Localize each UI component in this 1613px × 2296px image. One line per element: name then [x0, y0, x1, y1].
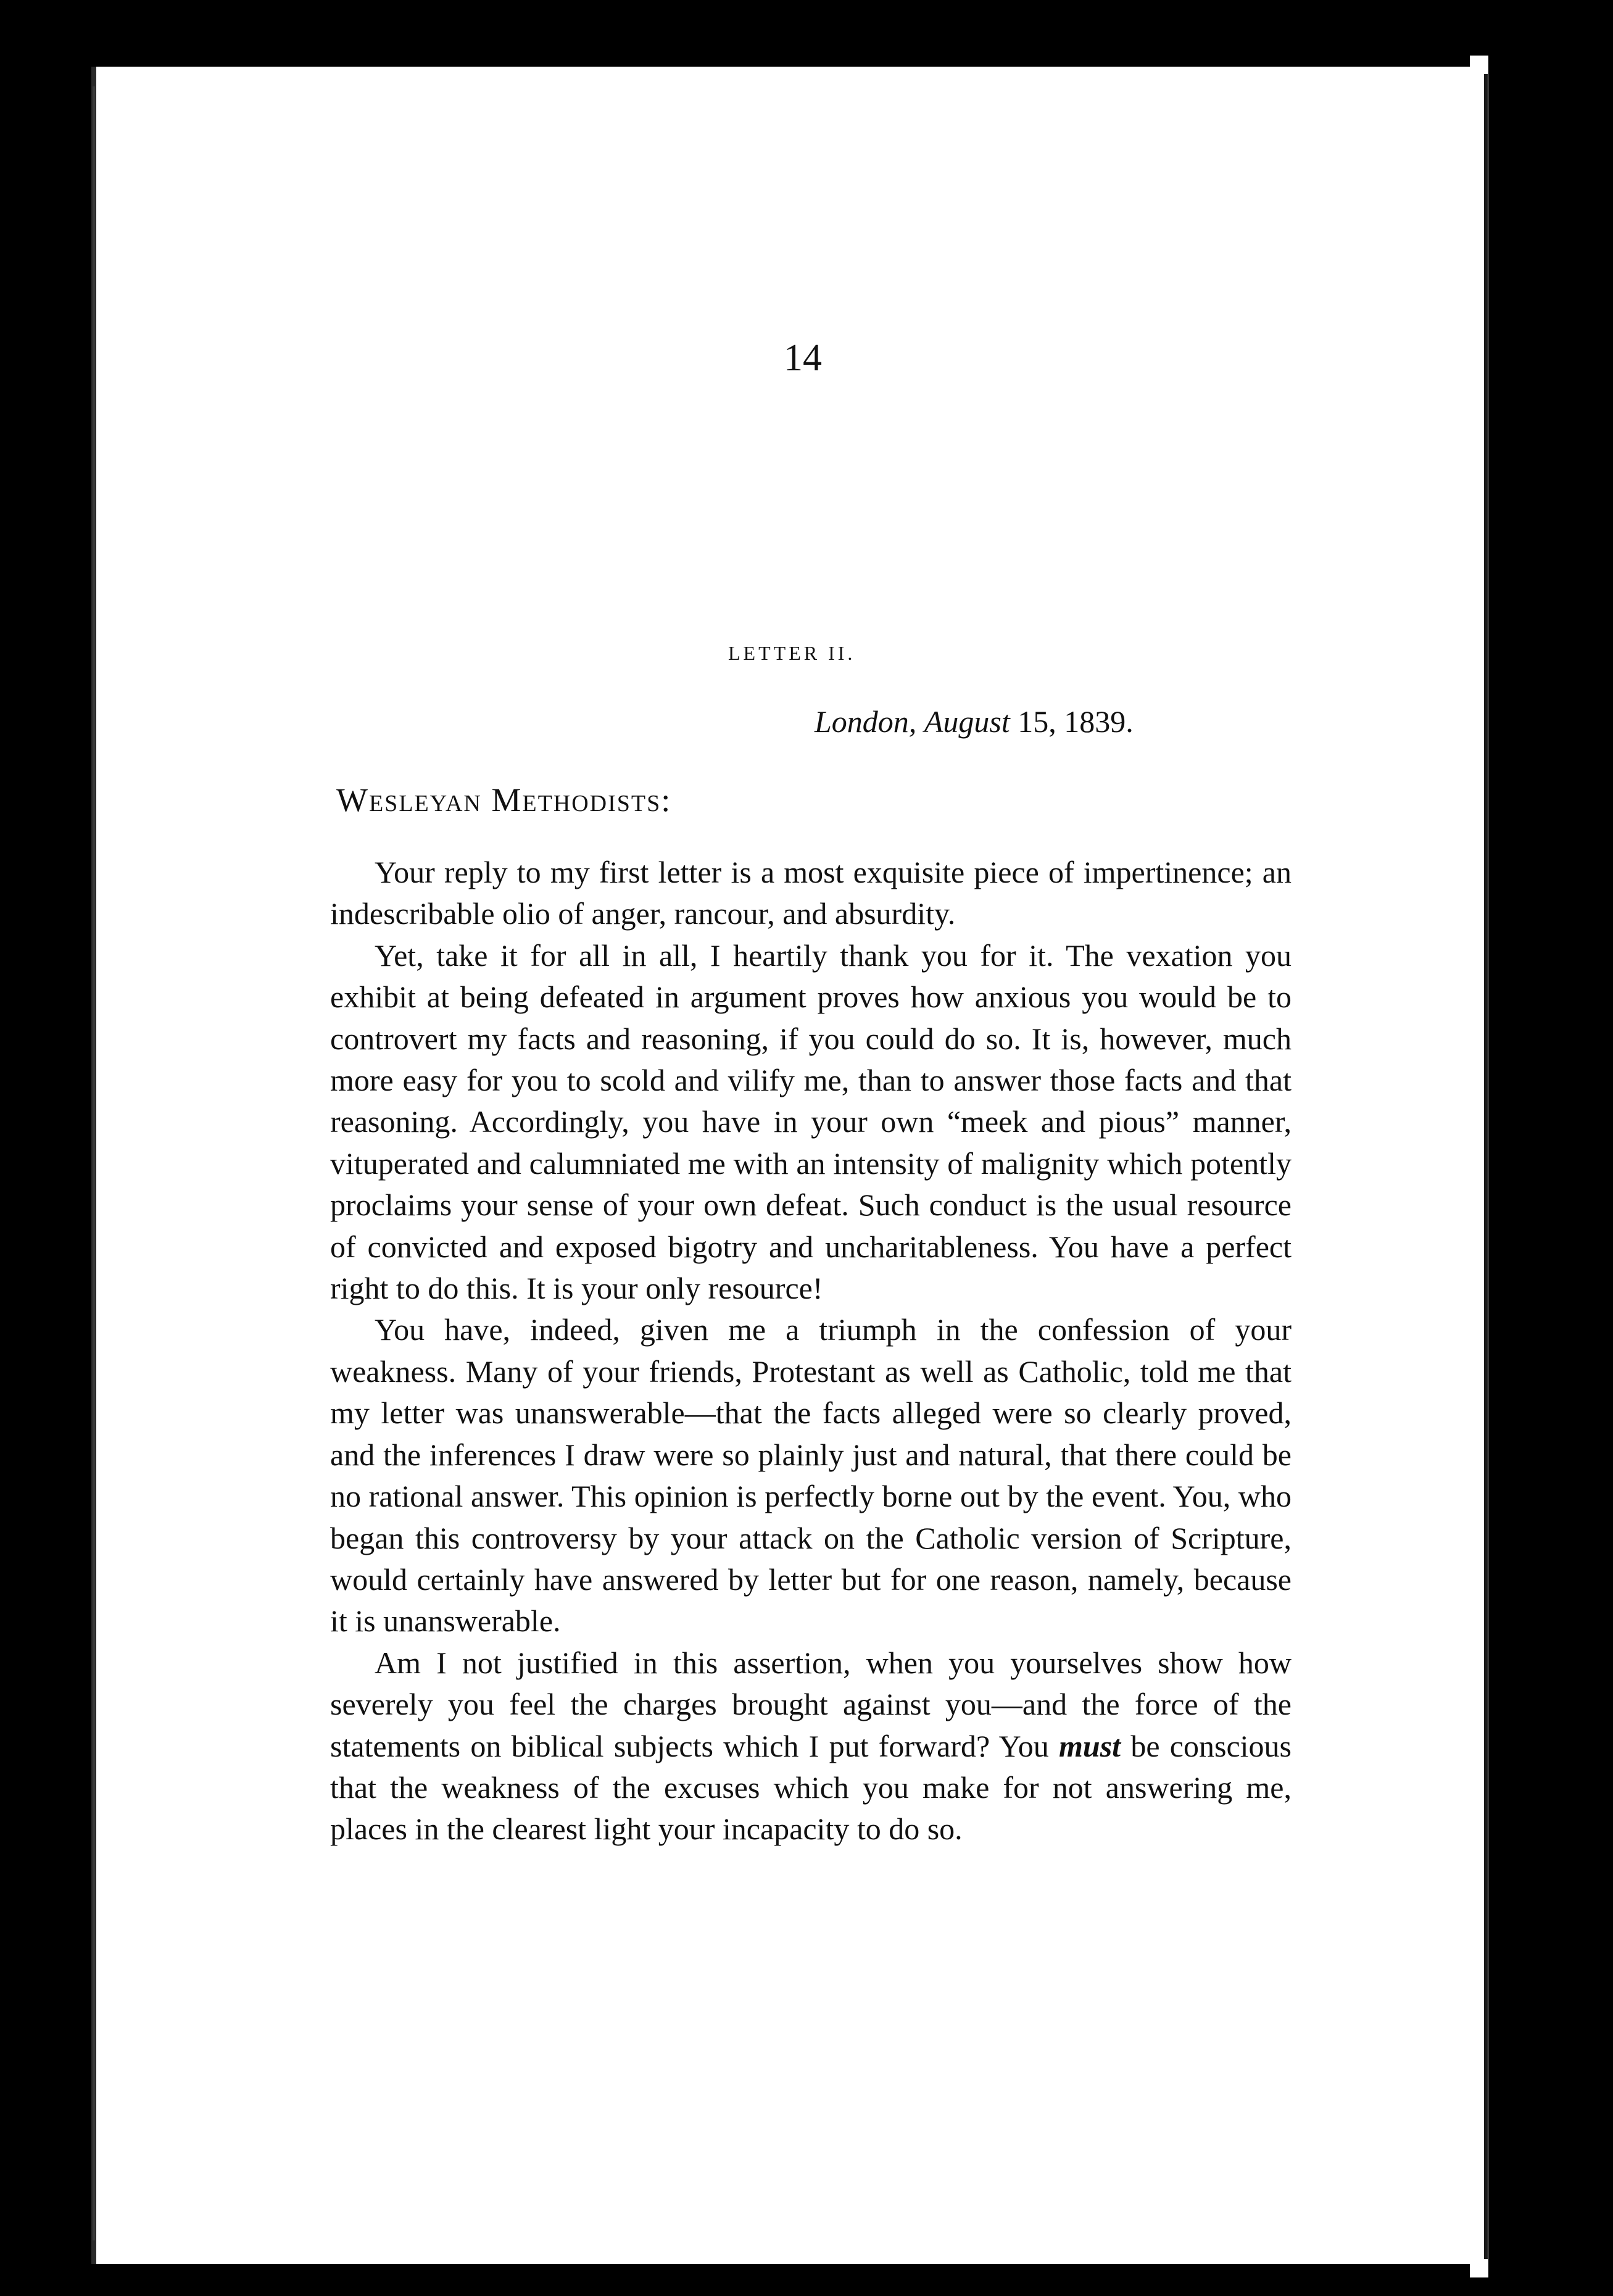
dateline-place: London,: [815, 704, 917, 739]
paragraph-4-after: be conscious that the weakness of the excuses which you make for not answering me, places in the clearest light your incapacity to do so.: [330, 1728, 1292, 1847]
dateline-day-year: 15, 1839.: [1018, 704, 1134, 739]
paragraph-3: You have, indeed, given me a triumph in the confession of your weakness. Many of your friends, Protestant as well as Catholic, told me that my letter was unanswerable—that the facts alleged were so clearly proved, and the inferences I draw were so plainly just and natural, that there could be no rational answer. This opinion is perfectly borne out by the event. You, who began this controversy by your attack on the Catholic version of Scripture, would certainly have answered by letter but for one reason, namely, because it is unanswerable.: [330, 1312, 1292, 1639]
paragraph-4-before: Am I not justified in this assertion, when you yourselves show how severely you feel the charges brought against you—and the force of the statements on biblical subjects which I put forward? You: [330, 1645, 1292, 1763]
page-gutter-edge: [93, 86, 95, 2240]
paragraph-1: Your reply to my first letter is a most exquisite piece of impertinence; an indescribable olio of anger, rancour, and absurdity.: [330, 855, 1292, 931]
dateline: [815, 704, 1134, 739]
page-right-edge: [1484, 74, 1488, 2259]
page-number: 14: [784, 337, 822, 379]
paragraph-2: Yet, take it for all in all, I heartily thank you for it. The vexation you exhibit at being defeated in argument proves how anxious you would be to controvert my facts and reasoning, if you could do so. It is, however, much more easy for you to scold and vilify me, than to answer those facts and that reasoning. Accordingly, you have in your own “meek and pious” manner, vituperated and calumniated me with an intensity of malignity which potently proclaims your sense of your own defeat. Such conduct is the usual resource of convicted and exposed bigotry and uncharitableness. You have a perfect right to do this. It is your only resource!: [330, 938, 1292, 1306]
dateline-month: August: [924, 704, 1010, 739]
paragraph-4-emphasis: must: [1059, 1728, 1121, 1763]
salutation: Wesleyan Methodists:: [336, 781, 672, 818]
letter-body: [330, 852, 1292, 1850]
letter-heading: LETTER II.: [728, 642, 856, 664]
paragraph-4: [330, 1642, 1292, 1850]
